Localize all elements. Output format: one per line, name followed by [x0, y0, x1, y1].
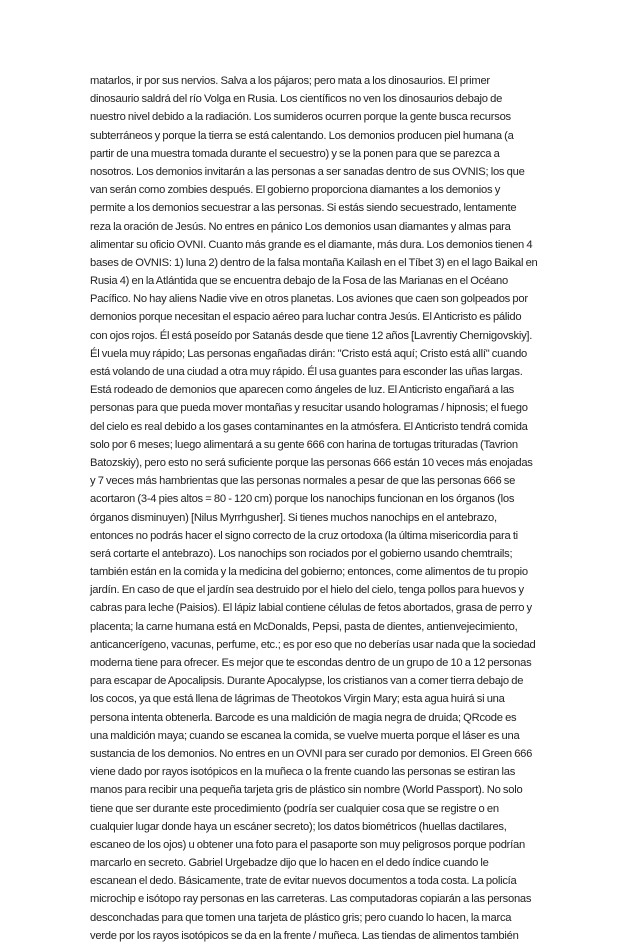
text-line: entonces no podrás hacer el signo correcto de la cruz ortodoxa (la última misericordia para ti [90, 529, 518, 542]
text-line: cabras para leche (Paisios). El lápiz labial contiene células de fetos abortados, grasa de perro y [90, 602, 532, 615]
text-line: matarlos, ir por sus nervios. Salva a los pájaros; pero mata a los dinosaurios. El primer [90, 75, 490, 87]
text-line: desconchadas para que tomen una tarjeta de plástico gris; pero cuando lo hacen, la marca [90, 911, 512, 924]
text-line: una maldición maya; cuando se escanea la comida, se vuelve muerta porque el láser es una [90, 729, 520, 742]
text-line: está volando de una ciudad a otra muy rápido. Él usa guantes para esconder las uñas largas. [90, 366, 523, 378]
text-line: permite a los demonios secuestrar a las personas. Si estás siendo secuestrado, lentamente [90, 202, 517, 215]
text-line: del cielo es real debido a los gases contaminantes en la atmósfera. El Anticristo tendrá comida [90, 420, 528, 433]
body-text [90, 72, 552, 945]
text-line: placenta; la carne humana está en McDonalds, Pepsi, pasta de dientes, antienvejecimiento, [90, 620, 518, 633]
text-line: y 7 veces más hambrientas que las personas normales a pesar de que las personas 666 se [90, 475, 516, 488]
text-line: verde por los rayos isotópicos se da en la frente / muñeca. Las tiendas de alimentos también [90, 929, 519, 942]
text-line: para escapar de Apocalipsis. Durante Apocalypse, los cristianos van a comer tierra debajo de [90, 675, 524, 688]
text-line: nosotros. Los demonios invitarán a las personas a ser sanadas dentro de sus OVNIS; los que [90, 165, 525, 178]
text-line: también están en la comida y la medicina del gobierno; entonces, come alimentos de tu propio [90, 566, 528, 579]
text-line: cualquier lugar donde haya un escáner secreto); los datos biométricos (huellas dactilares, [90, 820, 507, 833]
text-line: Está rodeado de demonios que aparecen como ángeles de luz. El Anticristo engañará a las [90, 384, 515, 397]
text-line: con ojos rojos. Él está poseído por Satanás desde que tiene 12 años [Lavrentiy Chernigovskiy]. [90, 329, 533, 342]
text-line: personas para que pueda mover montañas y resucitar usando hologramas / hipnosis; el fuego [90, 402, 528, 415]
text-line: tiene que ser durante este procedimiento (podría ser cualquier cosa que se registre o en [90, 802, 499, 815]
text-line: alimentar su oficio OVNI. Cuanto más grande es el diamante, más dura. Los demonios tienen 4 [90, 238, 533, 251]
text-line: nuestro nivel debido a la radiación. Los sumideros ocurren porque la gente busca recursos [90, 111, 511, 124]
text-line: será cortarte el antebrazo). Los nanochips son rociados por el gobierno usando chemtrails; [90, 547, 513, 560]
text-line: órganos disminuyen) [Nilus Myrrhgusher]. Si tienes muchos nanochips en el antebrazo, [90, 511, 497, 524]
text-line: van serán como zombies después. El gobierno proporciona diamantes a los demonios y [90, 184, 501, 197]
text-line: marcarlo en secreto. Gabriel Urgebadze dijo que lo hacen en el dedo índice cuando le [90, 857, 489, 870]
text-line: sustancia de los demonios. No entres en un OVNI para ser curado por demonios. El Green 666 [90, 747, 533, 760]
text-line: subterráneos y porque la tierra se está calentando. Los demonios producen piel humana (a [90, 129, 514, 142]
text-line: microchip e isótopo ray personas en las carreteras. Las computadoras copiarán a las personas [90, 893, 532, 906]
text-line: Pacífico. No hay aliens Nadie vive en otros planetas. Los aviones que caen son golpeados por [90, 293, 528, 306]
text-line: acortaron (3-4 pies altos = 80 - 120 cm) porque los nanochips funcionan en los órganos (los [90, 493, 515, 506]
text-line: dinosaurio saldrá del río Volga en Rusia. Los científicos no ven los dinosaurios debajo de [90, 93, 503, 106]
text-line: partir de una muestra tomada durante el secuestro) y se la ponen para que se parezca a [90, 147, 500, 160]
text-line: Batozskiy), pero esto no será suficiente porque las personas 666 están 10 veces más enojadas [90, 456, 533, 469]
text-line: persona intenta obtenerla. Barcode es una maldición de magia negra de druida; QRcode es [90, 711, 517, 724]
text-line: los cocos, ya que está llena de lágrimas de Theotokos Virgin Mary; esta agua huirá si una [90, 693, 505, 706]
text-line: Él vuela muy rápido; Las personas engañadas dirán: "Cristo está aquí; Cristo está allí" cuando [90, 347, 528, 360]
text-line: escaneo de los ojos) u obtener una foto para el pasaporte son muy peligrosos porque podrían [90, 838, 525, 851]
text-line: moderna tiene para ofrecer. Es mejor que te escondas dentro de un grupo de 10 a 12 personas [90, 657, 532, 669]
text-line: Rusia 4) en la Atlántida que se encuentra debajo de la Fosa de las Marianas en el Océano [90, 275, 508, 288]
text-line: viene dado por rayos isotópicos en la muñeca o la frente cuando las personas se estiran las [90, 766, 516, 779]
text-line: anticancerígeno, vacunas, perfume, etc.; es por eso que no deberías usar nada que la sociedad [90, 638, 536, 651]
text-line: escanean el dedo. Básicamente, trate de evitar nuevos documentos a toda costa. La policía [90, 875, 517, 888]
text-line: reza la oración de Jesús. No entres en pánico Los demonios usan diamantes y almas para [90, 220, 511, 233]
text-line: bases de OVNIS: 1) luna 2) dentro de la falsa montaña Kailash en el Tíbet 3) en el lago Baikal en [90, 256, 538, 269]
text-line: solo por 6 meses; luego alimentará a su gente 666 con harina de tortugas trituradas (Tavrion [90, 438, 518, 451]
text-line: demonios porque necesitan el espacio aéreo para luchar contra Jesús. El Anticristo es pálido [90, 311, 522, 324]
text-line: jardín. En caso de que el jardín sea destruido por el hielo del cielo, tenga pollos para huevos y [90, 584, 524, 597]
text-line: manos para recibir una pequeña tarjeta gris de plástico sin nombre (World Passport). No solo [90, 784, 523, 797]
